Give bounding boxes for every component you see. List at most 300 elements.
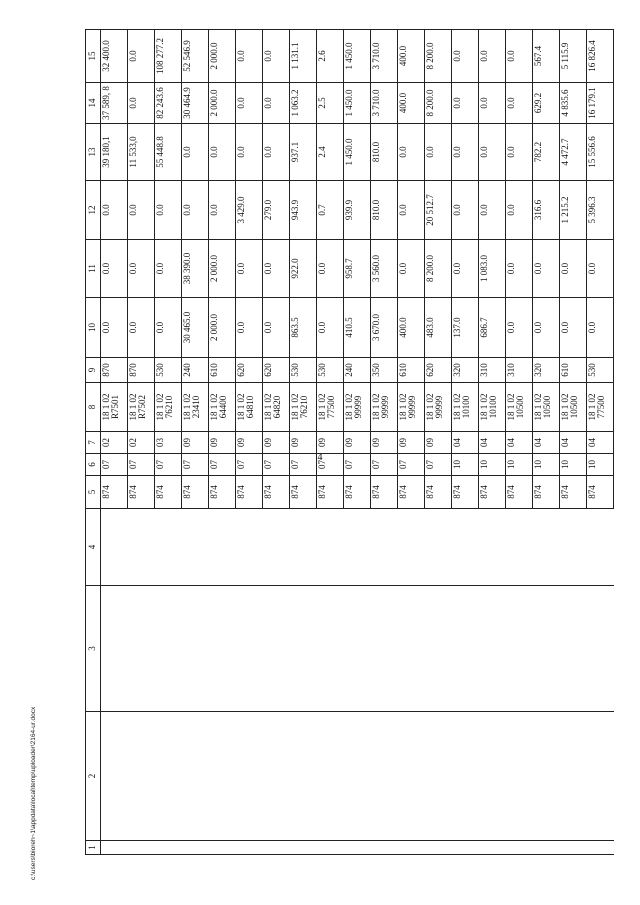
column-header: 12 [86, 181, 101, 240]
table-row [425, 30, 452, 855]
empty-cell [101, 509, 128, 586]
table-cell: 07 [209, 454, 236, 476]
empty-cell [587, 509, 614, 586]
table-cell: 610 [398, 358, 425, 383]
column-header: 11 [86, 240, 101, 298]
table-cell: 0.0 [452, 181, 479, 240]
table-cell: 18 1 02 64810 [236, 383, 263, 432]
rotated-table-area [85, 30, 610, 855]
table-row [587, 30, 614, 855]
empty-cell [236, 586, 263, 712]
table-cell: 870 [128, 358, 155, 383]
table-cell: 0.0 [209, 124, 236, 181]
table-cell: 0.0 [452, 30, 479, 83]
empty-cell [587, 712, 614, 841]
table-cell: 620 [425, 358, 452, 383]
table-cell: 874 [560, 476, 587, 509]
empty-cell [101, 712, 128, 841]
empty-cell [263, 509, 290, 586]
table-cell: 07 [371, 454, 398, 476]
empty-cell [155, 841, 182, 855]
table-cell: 18 1 02 10500 [560, 383, 587, 432]
table-cell: 0.0 [128, 83, 155, 124]
table-cell: 0.0 [263, 298, 290, 358]
table-row [533, 30, 560, 855]
table-cell: 874 [398, 476, 425, 509]
empty-cell [344, 509, 371, 586]
table-cell: 07 [236, 454, 263, 476]
empty-cell [398, 509, 425, 586]
table-cell: 16 179.1 [587, 83, 614, 124]
empty-cell [290, 841, 317, 855]
empty-cell [236, 509, 263, 586]
empty-cell [371, 509, 398, 586]
table-cell: 04 [452, 432, 479, 454]
table-cell: 0.0 [263, 83, 290, 124]
table-cell: 1 215.2 [560, 181, 587, 240]
empty-cell [317, 586, 344, 712]
table-cell: 874 [155, 476, 182, 509]
table-cell: 0.0 [506, 298, 533, 358]
table-cell: 10 [560, 454, 587, 476]
empty-cell [317, 509, 344, 586]
table-cell: 686.7 [479, 298, 506, 358]
table-cell: 18 1 02 10100 [452, 383, 479, 432]
table-cell: 07 [290, 454, 317, 476]
table-cell: 18 1 02 23410 [182, 383, 209, 432]
table-cell: 3 710.0 [371, 83, 398, 124]
table-cell: 04 [479, 432, 506, 454]
empty-cell [452, 712, 479, 841]
empty-cell [182, 509, 209, 586]
table-cell: 5 396.3 [587, 181, 614, 240]
empty-cell [506, 509, 533, 586]
table-cell: 0.0 [236, 124, 263, 181]
column-header: 3 [86, 586, 101, 712]
table-cell: 874 [425, 476, 452, 509]
table-cell: 2 000.0 [209, 298, 236, 358]
table-cell: 30 465.0 [182, 298, 209, 358]
table-cell: 320 [533, 358, 560, 383]
table-cell: 82 243.6 [155, 83, 182, 124]
table-cell: 108 277.2 [155, 30, 182, 83]
table-cell: 15 556.6 [587, 124, 614, 181]
table-cell: 07 [425, 454, 452, 476]
column-header: 15 [86, 30, 101, 83]
table-cell: 09 [263, 432, 290, 454]
table-cell: 0.0 [398, 240, 425, 298]
table-cell: 0.0 [506, 181, 533, 240]
table-cell: 400.0 [398, 30, 425, 83]
empty-cell [506, 841, 533, 855]
column-header: 9 [86, 358, 101, 383]
column-header: 13 [86, 124, 101, 181]
table-cell: 07 [398, 454, 425, 476]
table-cell: 567.4 [533, 30, 560, 83]
table-row [344, 30, 371, 855]
table-cell: 610 [209, 358, 236, 383]
table-cell: 18 1 02 R7502 [128, 383, 155, 432]
table-cell: 874 [479, 476, 506, 509]
landscape-page [85, 30, 610, 855]
empty-cell [290, 712, 317, 841]
table-row [101, 30, 128, 855]
table-cell: 09 [236, 432, 263, 454]
budget-table [85, 29, 614, 855]
table-cell: 0.0 [560, 240, 587, 298]
table-cell: 0.0 [182, 181, 209, 240]
table-cell: 16 826.4 [587, 30, 614, 83]
table-cell: 2 000.0 [209, 83, 236, 124]
table-cell: 09 [209, 432, 236, 454]
table-row [236, 30, 263, 855]
table-cell: 07 [155, 454, 182, 476]
table-cell: 874 [344, 476, 371, 509]
table-cell: 11 533,0 [128, 124, 155, 181]
table-cell: 874 [506, 476, 533, 509]
empty-cell [128, 586, 155, 712]
empty-cell [317, 841, 344, 855]
empty-cell [101, 586, 128, 712]
empty-cell [587, 586, 614, 712]
empty-cell [290, 586, 317, 712]
table-cell: 874 [290, 476, 317, 509]
table-cell: 10 [506, 454, 533, 476]
empty-cell [263, 712, 290, 841]
empty-cell [182, 586, 209, 712]
empty-cell [533, 586, 560, 712]
table-row [290, 30, 317, 855]
table-row [506, 30, 533, 855]
table-cell: 07 [101, 454, 128, 476]
empty-cell [209, 841, 236, 855]
table-cell: 0.0 [533, 298, 560, 358]
table-cell: 0.0 [479, 124, 506, 181]
empty-cell [452, 509, 479, 586]
table-cell: 310 [479, 358, 506, 383]
table-cell: 0.0 [506, 30, 533, 83]
table-cell: 874 [128, 476, 155, 509]
table-cell: 1 450.0 [344, 124, 371, 181]
table-cell: 0.0 [533, 240, 560, 298]
empty-cell [236, 712, 263, 841]
table-cell: 09 [317, 432, 344, 454]
empty-cell [452, 586, 479, 712]
table-cell: 18 1 02 99999 [398, 383, 425, 432]
table-cell: 52 546.9 [182, 30, 209, 83]
table-row [209, 30, 236, 855]
table-cell: 937.1 [290, 124, 317, 181]
empty-cell [344, 586, 371, 712]
empty-cell [398, 712, 425, 841]
table-cell: 137.0 [452, 298, 479, 358]
table-cell: 0.0 [452, 83, 479, 124]
table-cell: 09 [425, 432, 452, 454]
table-cell: 0.0 [506, 240, 533, 298]
table-cell: 939.9 [344, 181, 371, 240]
empty-cell [560, 712, 587, 841]
table-cell: 0.0 [398, 181, 425, 240]
empty-cell [128, 841, 155, 855]
table-cell: 958.7 [344, 240, 371, 298]
table-cell: 04 [506, 432, 533, 454]
table-cell: 18 1 02 64820 [263, 383, 290, 432]
table-cell: 0.0 [128, 30, 155, 83]
table-cell: 18 1 02 77500 [317, 383, 344, 432]
table-cell: 0.0 [128, 298, 155, 358]
empty-cell [182, 712, 209, 841]
table-cell: 0.0 [587, 298, 614, 358]
table-cell: 782.2 [533, 124, 560, 181]
empty-cell [371, 841, 398, 855]
empty-cell [533, 509, 560, 586]
empty-cell [479, 841, 506, 855]
header-row [86, 30, 101, 855]
table-cell: 37 589, 8 [101, 83, 128, 124]
table-cell: 18 1 02 99999 [344, 383, 371, 432]
column-header: 6 [86, 454, 101, 476]
empty-cell [479, 712, 506, 841]
column-header: 1 [86, 841, 101, 855]
table-cell: 18 1 02 76210 [155, 383, 182, 432]
table-cell: 18 1 02 99999 [371, 383, 398, 432]
table-cell: 0.0 [452, 124, 479, 181]
table-cell: 03 [155, 432, 182, 454]
empty-cell [209, 712, 236, 841]
table-row [560, 30, 587, 855]
table-row [128, 30, 155, 855]
table-cell: 0.0 [479, 30, 506, 83]
table-cell: 07 [344, 454, 371, 476]
empty-cell [209, 509, 236, 586]
table-cell: 1 450.0 [344, 83, 371, 124]
empty-cell [425, 509, 452, 586]
table-cell: 0.0 [155, 240, 182, 298]
table-cell: 2.4 [317, 124, 344, 181]
table-row [317, 30, 344, 855]
table-cell: 1 083.0 [479, 240, 506, 298]
empty-cell [425, 841, 452, 855]
column-header: 10 [86, 298, 101, 358]
table-cell: 2.6 [317, 30, 344, 83]
table-cell: 09 [344, 432, 371, 454]
table-row [479, 30, 506, 855]
table-cell: 874 [263, 476, 290, 509]
empty-cell [560, 509, 587, 586]
table-row [398, 30, 425, 855]
table-cell: 0.0 [317, 298, 344, 358]
table-row [452, 30, 479, 855]
empty-cell [236, 841, 263, 855]
table-cell: 8 200.0 [425, 240, 452, 298]
table-cell: 3 429.0 [236, 181, 263, 240]
table-cell: 02 [101, 432, 128, 454]
table-cell: 0.0 [560, 298, 587, 358]
column-header: 8 [86, 383, 101, 432]
table-cell: 874 [452, 476, 479, 509]
table-cell: 3 670.0 [371, 298, 398, 358]
table-cell: 18 1 02 10500 [533, 383, 560, 432]
file-path-footer [30, 706, 97, 880]
column-header: 4 [86, 509, 101, 586]
table-cell: 0.0 [182, 124, 209, 181]
table-cell: 483.0 [425, 298, 452, 358]
table-cell: 18 1 02 77500 [587, 383, 614, 432]
table-cell: 0.0 [398, 124, 425, 181]
table-cell: 04 [533, 432, 560, 454]
table-cell: 279.0 [263, 181, 290, 240]
column-header: 5 [86, 476, 101, 509]
table-cell: 629.2 [533, 83, 560, 124]
empty-cell [344, 712, 371, 841]
empty-cell [506, 712, 533, 841]
empty-cell [290, 509, 317, 586]
table-cell: 3 710.0 [371, 30, 398, 83]
table-cell: 0.7 [317, 181, 344, 240]
empty-cell [155, 712, 182, 841]
table-cell: 09 [371, 432, 398, 454]
table-cell: 240 [344, 358, 371, 383]
table-cell: 09 [182, 432, 209, 454]
table-cell: 30 464.9 [182, 83, 209, 124]
table-cell: 874 [587, 476, 614, 509]
table-cell: 0.0 [128, 240, 155, 298]
file-path-text: c:\users\bioreh~1\appdata\local\temp\uploader\2164-ur.docx [30, 706, 37, 880]
empty-cell [209, 586, 236, 712]
table-cell: 874 [101, 476, 128, 509]
column-header: 2 [86, 712, 101, 841]
empty-cell [425, 586, 452, 712]
table-cell: 0.0 [236, 83, 263, 124]
table-cell: 1 450.0 [344, 30, 371, 83]
table-cell: 0.0 [128, 181, 155, 240]
table-cell: 874 [182, 476, 209, 509]
table-cell: 4 472.7 [560, 124, 587, 181]
empty-cell [371, 712, 398, 841]
table-cell: 18 1 02 10500 [506, 383, 533, 432]
table-cell: 0.0 [101, 181, 128, 240]
table-cell: 0.0 [209, 181, 236, 240]
empty-cell [452, 841, 479, 855]
table-cell: 1 131.1 [290, 30, 317, 83]
table-cell: 316.6 [533, 181, 560, 240]
table-cell: 810.0 [371, 124, 398, 181]
table-cell: 07 [317, 454, 344, 476]
empty-cell [128, 712, 155, 841]
table-cell: 39 180,1 [101, 124, 128, 181]
empty-cell [533, 712, 560, 841]
empty-cell [182, 841, 209, 855]
table-row [371, 30, 398, 855]
table-cell: 0.0 [506, 124, 533, 181]
empty-cell [560, 841, 587, 855]
table-cell: 18 1 02 64400 [209, 383, 236, 432]
table-cell: 0.0 [236, 298, 263, 358]
table-cell: 410.5 [344, 298, 371, 358]
table-cell: 0.0 [101, 298, 128, 358]
table-cell: 18 1 02 76210 [290, 383, 317, 432]
table-cell: 0.0 [155, 298, 182, 358]
table-cell: 863.5 [290, 298, 317, 358]
table-cell: 10 [452, 454, 479, 476]
empty-cell [479, 509, 506, 586]
table-row [155, 30, 182, 855]
empty-cell [560, 586, 587, 712]
table-cell: 0.0 [236, 30, 263, 83]
table-cell: 530 [587, 358, 614, 383]
page-number-text: 4 [317, 452, 323, 463]
table-cell: 350 [371, 358, 398, 383]
empty-cell [344, 841, 371, 855]
table-cell: 530 [317, 358, 344, 383]
table-cell: 874 [209, 476, 236, 509]
table-cell: 2 000.0 [209, 30, 236, 83]
empty-cell [317, 712, 344, 841]
empty-cell [371, 586, 398, 712]
table-cell: 0.0 [155, 181, 182, 240]
table-cell: 0.0 [452, 240, 479, 298]
table-row [182, 30, 209, 855]
empty-cell [587, 841, 614, 855]
table-cell: 3 560.0 [371, 240, 398, 298]
table-cell: 5 115.9 [560, 30, 587, 83]
empty-cell [101, 841, 128, 855]
table-cell: 2.5 [317, 83, 344, 124]
table-cell: 810.0 [371, 181, 398, 240]
table-cell: 874 [533, 476, 560, 509]
table-cell: 320 [452, 358, 479, 383]
table-cell: 620 [236, 358, 263, 383]
table-cell: 874 [317, 476, 344, 509]
table-cell: 0.0 [263, 124, 290, 181]
empty-cell [155, 509, 182, 586]
table-cell: 922.0 [290, 240, 317, 298]
table-cell: 874 [371, 476, 398, 509]
table-cell: 18 1 02 99999 [425, 383, 452, 432]
empty-cell [506, 586, 533, 712]
table-cell: 55 448.8 [155, 124, 182, 181]
empty-cell [398, 841, 425, 855]
table-cell: 400.0 [398, 298, 425, 358]
empty-cell [533, 841, 560, 855]
table-cell: 0.0 [317, 240, 344, 298]
table-cell: 870 [101, 358, 128, 383]
table-cell: 0.0 [425, 124, 452, 181]
empty-cell [263, 586, 290, 712]
table-cell: 04 [587, 432, 614, 454]
table-cell: 0.0 [506, 83, 533, 124]
table-cell: 0.0 [101, 240, 128, 298]
table-cell: 0.0 [587, 240, 614, 298]
table-cell: 8 200.0 [425, 30, 452, 83]
empty-cell [155, 586, 182, 712]
table-cell: 943.9 [290, 181, 317, 240]
table-cell: 07 [263, 454, 290, 476]
table-cell: 18 1 02 R7501 [101, 383, 128, 432]
table-cell: 20 512.7 [425, 181, 452, 240]
table-cell: 32 400.0 [101, 30, 128, 83]
column-header: 14 [86, 83, 101, 124]
table-cell: 02 [128, 432, 155, 454]
table-cell: 4 835.6 [560, 83, 587, 124]
empty-cell [479, 586, 506, 712]
table-cell: 04 [560, 432, 587, 454]
table-cell: 2 000.0 [209, 240, 236, 298]
table-cell: 240 [182, 358, 209, 383]
table-cell: 09 [290, 432, 317, 454]
empty-cell [398, 586, 425, 712]
table-cell: 8 200.0 [425, 83, 452, 124]
